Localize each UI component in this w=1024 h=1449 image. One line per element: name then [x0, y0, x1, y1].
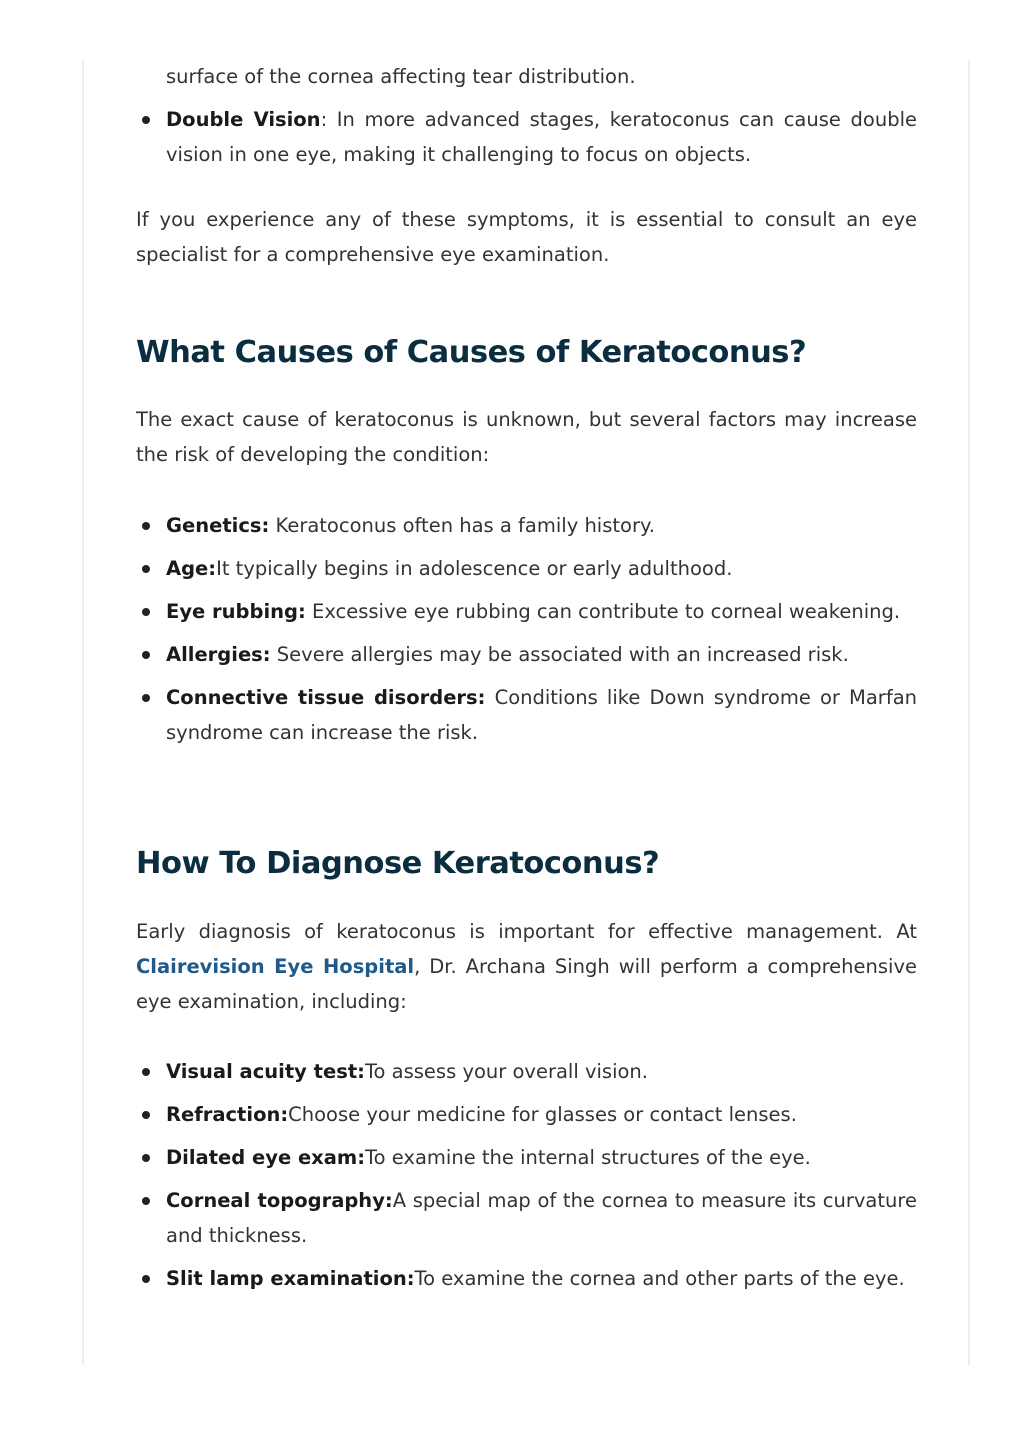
- list-item-term: Corneal topography:: [166, 1189, 393, 1212]
- symptoms-list: [136, 102, 917, 180]
- diagnosis-intro-before: Early diagnosis of keratoconus is important for effective management. At: [136, 920, 917, 943]
- causes-intro: The exact cause of keratoconus is unknown, but several factors may increase the risk of developing the condition:: [136, 408, 917, 466]
- list-item-text: To examine the cornea and other parts of the eye.: [414, 1267, 905, 1290]
- list-item-text: : In more advanced stages, keratoconus can cause double vision in one eye, making it challenging to focus on objects.: [166, 108, 917, 166]
- list-item-eye-rubbing: [136, 594, 917, 629]
- list-item-dilated-exam: [136, 1140, 917, 1175]
- list-item-term: Connective tissue disorders:: [166, 686, 486, 709]
- list-item-text: It typically begins in adolescence or early adulthood.: [216, 557, 733, 580]
- causes-list: [136, 508, 917, 758]
- list-item-genetics: [136, 508, 917, 543]
- hospital-link[interactable]: Clairevision Eye Hospital: [136, 955, 415, 978]
- list-item-slit-lamp: [136, 1261, 917, 1296]
- list-item-text: surface of the cornea affecting tear distribution.: [166, 65, 636, 88]
- list-item-term: Eye rubbing:: [166, 600, 306, 623]
- list-item-corneal-topography: [136, 1183, 917, 1253]
- symptoms-list-continued: [136, 59, 917, 102]
- list-item-text: Excessive eye rubbing can contribute to corneal weakening.: [305, 600, 901, 623]
- list-item-term: Refraction:: [166, 1103, 289, 1126]
- list-item-term: Visual acuity test:: [166, 1060, 365, 1083]
- list-item: [136, 59, 917, 94]
- list-item-connective-tissue: [136, 680, 917, 750]
- list-item-text: Conditions like Down syndrome or Marfan syndrome can increase the risk.: [166, 686, 918, 744]
- list-item-term: Dilated eye exam:: [166, 1146, 366, 1169]
- list-item-term: Age:: [166, 557, 217, 580]
- list-item-text: To examine the internal structures of the eye.: [365, 1146, 811, 1169]
- list-item-term: Allergies:: [166, 643, 271, 666]
- diagnosis-intro: [136, 914, 917, 1019]
- list-item-text: Choose your medicine for glasses or contact lenses.: [288, 1103, 797, 1126]
- diagnosis-list: [136, 1054, 917, 1304]
- list-item: [136, 102, 917, 172]
- list-item-text: Severe allergies may be associated with an increased risk.: [270, 643, 849, 666]
- list-item-text: A special map of the cornea to measure its curvature and thickness.: [166, 1189, 917, 1247]
- diagnosis-heading: How To Diagnose Keratoconus?: [136, 846, 660, 881]
- list-item-term: Genetics:: [166, 514, 270, 537]
- list-item-age: [136, 551, 917, 586]
- list-item-refraction: [136, 1097, 917, 1132]
- list-item-text: Keratoconus often has a family history.: [269, 514, 655, 537]
- diagnosis-intro-after: , Dr. Archana Singh will perform a comprehensive eye examination, including:: [136, 955, 917, 1013]
- list-item-term: Double Vision: [166, 108, 321, 131]
- list-item-text: To assess your overall vision.: [364, 1060, 648, 1083]
- list-item-visual-acuity: [136, 1054, 917, 1089]
- causes-heading: What Causes of Causes of Keratoconus?: [136, 335, 807, 370]
- list-item-allergies: [136, 637, 917, 672]
- symptoms-note: If you experience any of these symptoms, it is essential to consult an eye specialist for a comprehensive eye examination.: [136, 208, 917, 266]
- list-item-term: Slit lamp examination:: [166, 1267, 415, 1290]
